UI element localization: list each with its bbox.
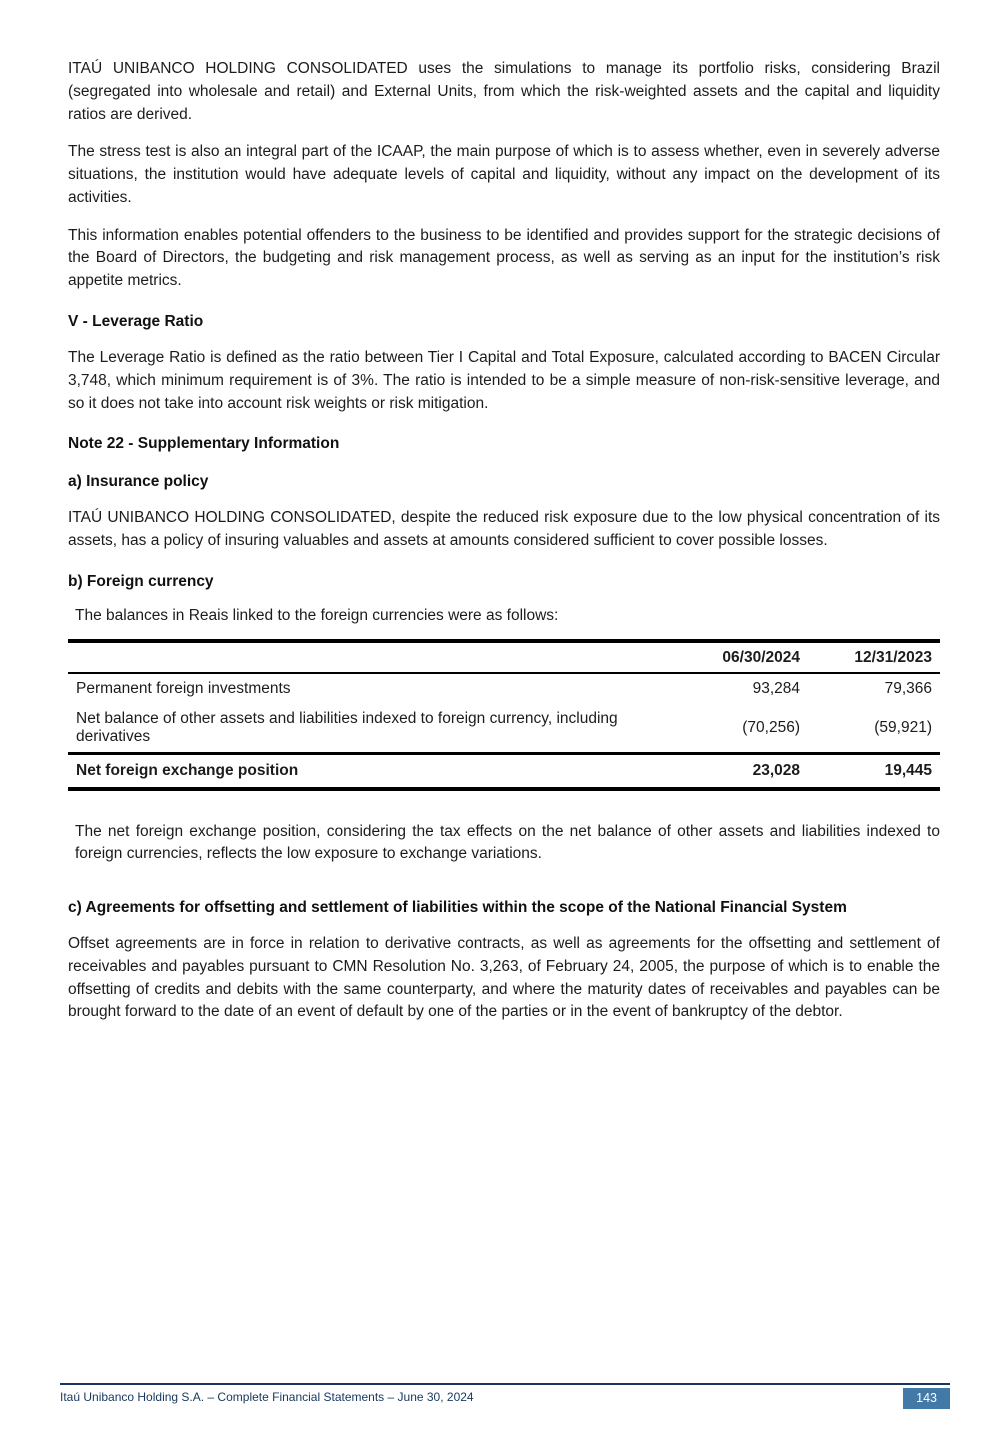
paragraph-information: This information enables potential offenders to the business to be identified and provides support for the strategic decisions of the Board of Directors, the budgeting and risk management process, as well as serving as an input for the institution’s risk appetite metrics. xyxy=(68,226,940,290)
paragraph-net-position-note: The net foreign exchange position, considering the tax effects on the net balance of other assets and liabilities indexed to foreign currencies, reflects the low exposure to exchange variations. xyxy=(75,822,940,862)
foreign-currency-table xyxy=(68,639,940,791)
row-value-2023: (59,921) xyxy=(874,718,932,736)
total-row-label: Net foreign exchange position xyxy=(68,753,676,789)
footer-document-title: Itaú Unibanco Holding S.A. – Complete Financial Statements – June 30, 2024 xyxy=(60,1390,474,1404)
page-number-badge: 143 xyxy=(903,1388,950,1409)
total-value-2024: 23,028 xyxy=(676,753,808,789)
paragraph-insurance: ITAÚ UNIBANCO HOLDING CONSOLIDATED, despite the reduced risk exposure due to the low physical concentration of its assets, has a policy of insuring valuables and assets at amounts considered sufficient to cover possible losses. xyxy=(68,509,940,550)
table-header-2024: 06/30/2024 xyxy=(676,641,808,673)
heading-agreements: c) Agreements for offsetting and settlement of liabilities within the scope of the National Financial System xyxy=(68,898,847,916)
row-label: Permanent foreign investments xyxy=(76,679,291,697)
row-value-2024: 93,284 xyxy=(752,679,800,697)
row-label: Net balance of other assets and liabilities indexed to foreign currency, including derivatives xyxy=(76,709,618,745)
table-header-empty xyxy=(68,641,676,673)
paragraph-stress-test: The stress test is also an integral part of the ICAAP, the main purpose of which is to assess whether, even in severely adverse situations, the institution would have adequate levels of capital and liquidity, without any impact on the development of its activities. xyxy=(68,143,940,206)
table-header-row xyxy=(68,641,940,673)
table-row xyxy=(68,704,940,754)
heading-leverage-ratio: V - Leverage Ratio xyxy=(68,313,204,331)
table-row xyxy=(68,673,940,704)
heading-note-22: Note 22 - Supplementary Information xyxy=(68,435,340,453)
total-value-2023: 19,445 xyxy=(808,753,940,789)
paragraph-offset-agreements: Offset agreements are in force in relation to derivative contracts, as well as agreements for the offsetting and settlement of receivables and payables pursuant to CMN Resolution No. 3,263, of February 24, 2005, the purpose of which is to enable the offsetting of credits and debits with the same counterparty, and where the maturity dates of receivables and payables can be brought forward to the date of an event of default by one of the parties or in the event of bankruptcy of the debtor. xyxy=(68,934,940,1021)
table-total-row xyxy=(68,753,940,789)
paragraph-simulations: ITAÚ UNIBANCO HOLDING CONSOLIDATED uses the simulations to manage its portfolio risks, considering Brazil (segregated into wholesale and retail) and External Units, from which the risk-weighted assets and the capital and liquidity ratios are derived. xyxy=(68,60,940,123)
table-intro-text: The balances in Reais linked to the foreign currencies were as follows: xyxy=(75,606,559,624)
table-header-2023: 12/31/2023 xyxy=(808,641,940,673)
row-value-2023: 79,366 xyxy=(884,679,932,697)
heading-foreign-currency: b) Foreign currency xyxy=(68,572,214,590)
heading-insurance-policy: a) Insurance policy xyxy=(68,473,209,491)
paragraph-leverage-ratio: The Leverage Ratio is defined as the ratio between Tier I Capital and Total Exposure, calculated according to BACEN Circular 3,748, which minimum requirement is of 3%. The ratio is intended to be a simple measure of non-risk-sensitive leverage, and so it does not take into account risk weights or risk mitigation. xyxy=(68,349,940,412)
page-footer xyxy=(60,1383,950,1409)
row-value-2024: (70,256) xyxy=(742,718,800,736)
